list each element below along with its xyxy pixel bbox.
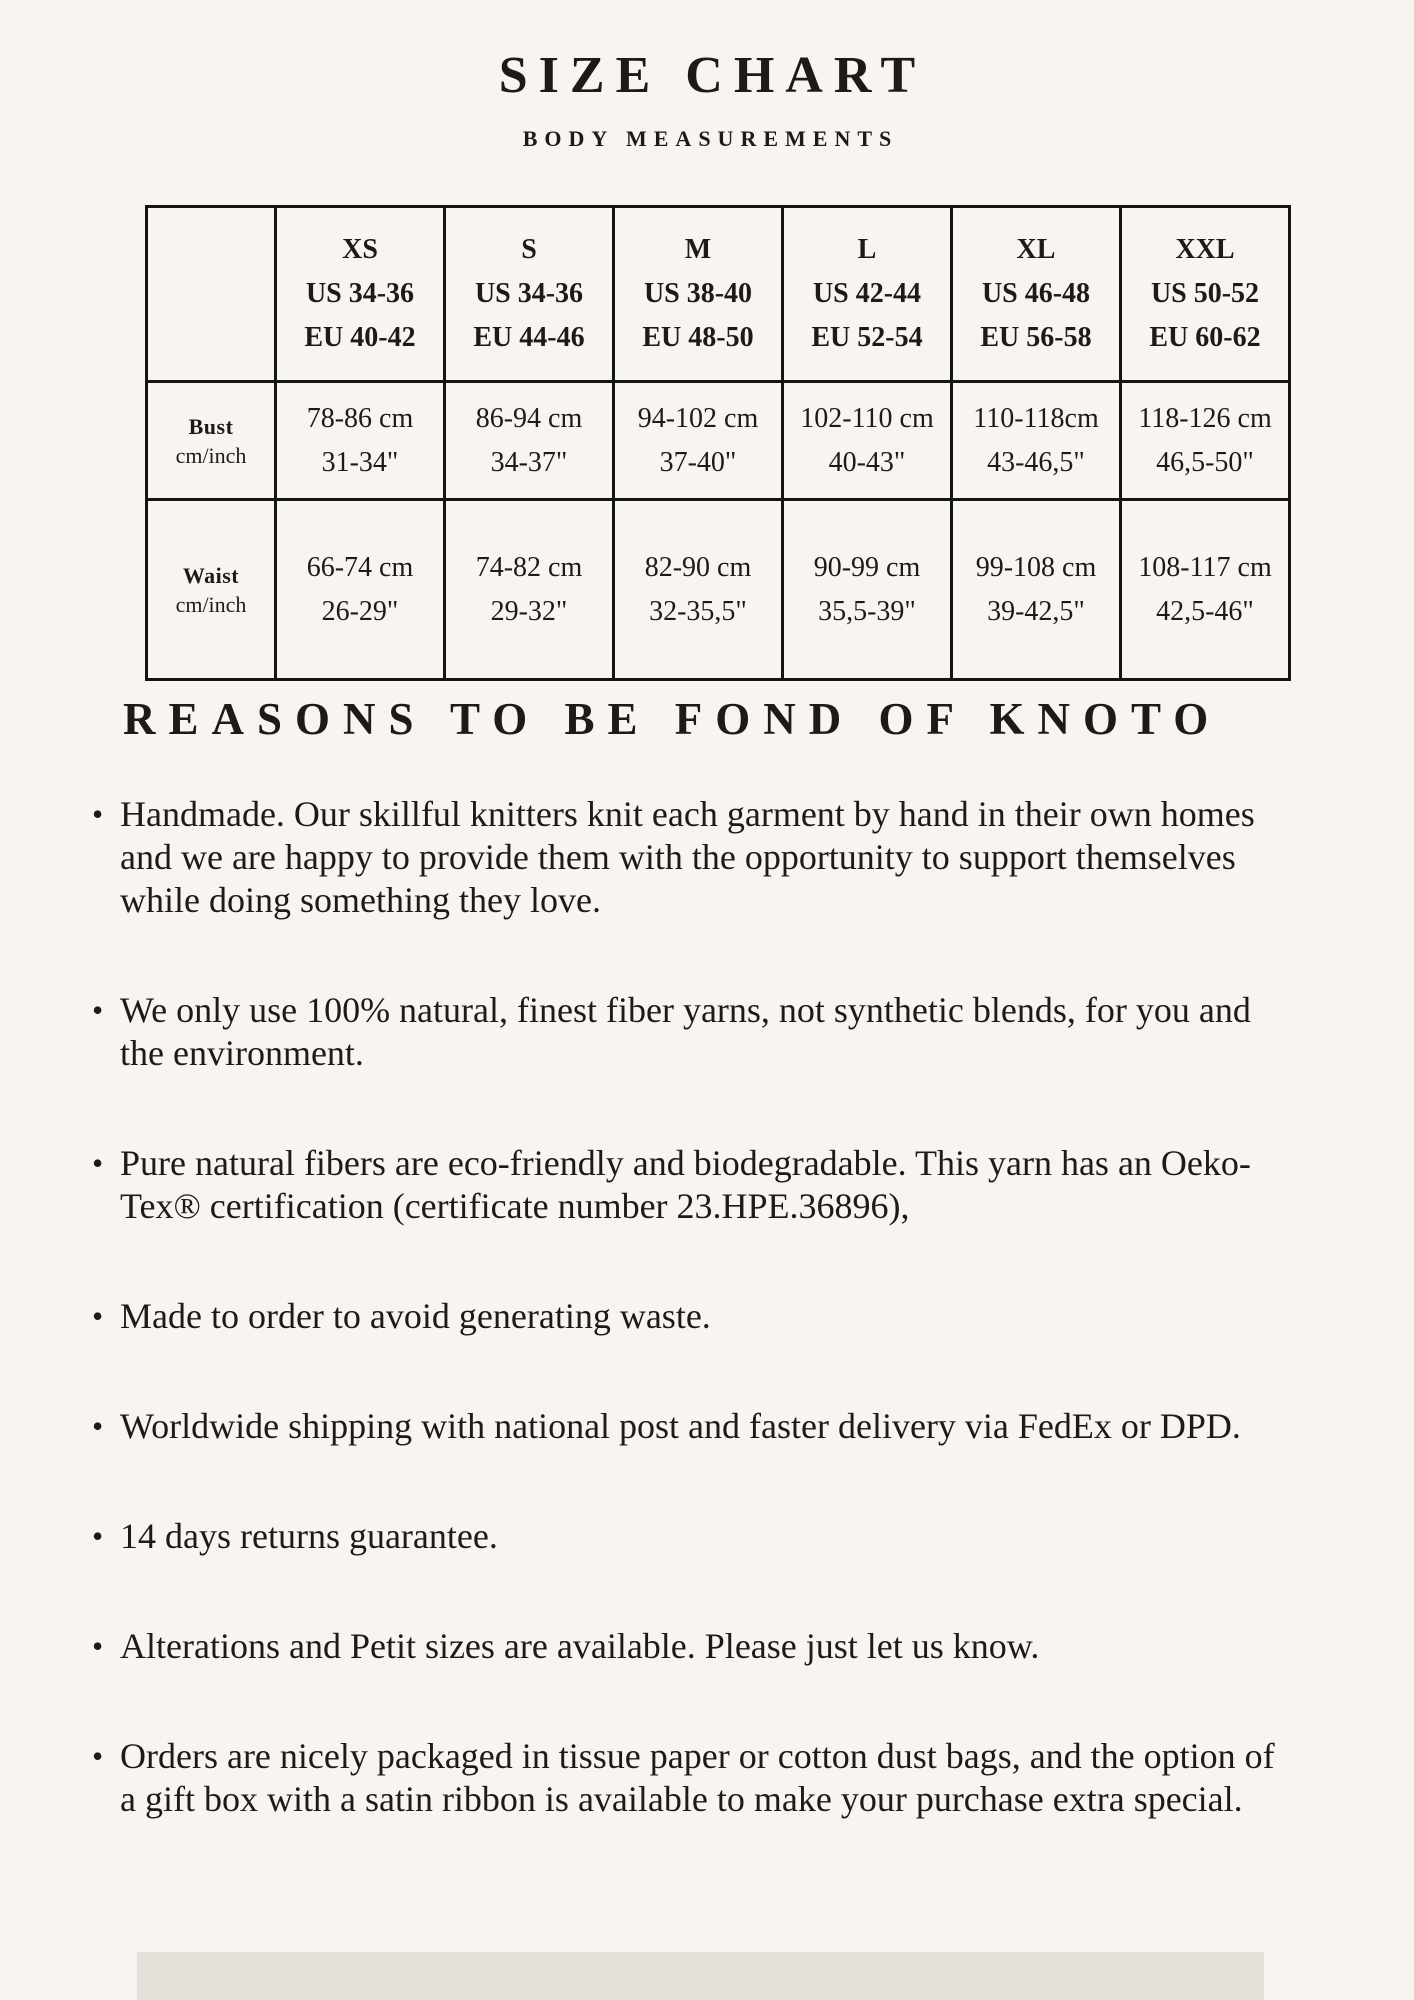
measurement-cell: [614, 500, 783, 680]
size-eu: EU 56-58: [980, 322, 1092, 353]
page-title: SIZE CHART: [498, 47, 927, 104]
size-us: US 46-48: [981, 278, 1091, 309]
value-inch: 34-37": [490, 446, 568, 478]
measurement-cell: [445, 500, 614, 680]
row-unit: cm/inch: [175, 591, 247, 617]
measurement-cell: [783, 382, 952, 500]
row-label: Waist: [182, 562, 240, 588]
size-us: US 38-40: [643, 278, 753, 309]
section-heading: REASONS TO BE FOND OF KNOTO: [123, 694, 1222, 744]
size-name: XXL: [1175, 234, 1235, 265]
list-item-returns: • 14 days returns guarantee.: [120, 1515, 1275, 1558]
size-name: S: [521, 234, 537, 265]
size-eu: EU 44-46: [473, 322, 585, 353]
size-name: M: [684, 234, 712, 265]
size-us: US 34-36: [474, 278, 584, 309]
size-column-header-xs: [276, 207, 445, 382]
list-item-natural-yarns: • We only use 100% natural, finest fiber yarns, not synthetic blends, for you and the environment.: [120, 989, 1275, 1075]
measurement-cell: [952, 500, 1121, 680]
list-item-handmade: • Handmade. Our skillful knitters knit each garment by hand in their own homes and we are happy to provide them with the opportunity to support themselves while doing something they love.: [120, 793, 1275, 922]
value-inch: 32-35,5": [649, 595, 747, 627]
size-eu: EU 60-62: [1149, 322, 1261, 353]
list-item-packaging: • Orders are nicely packaged in tissue paper or cotton dust bags, and the option of a gift box with a satin ribbon is available to make your purchase extra special.: [120, 1735, 1275, 1821]
size-us: US 42-44: [812, 278, 922, 309]
bust-row: [147, 382, 1290, 500]
table-corner-cell: [147, 207, 276, 382]
value-cm: 108-117 cm: [1138, 551, 1272, 583]
size-name: XS: [342, 234, 378, 265]
value-cm: 82-90 cm: [644, 551, 752, 583]
bust-row-label: [147, 382, 276, 500]
value-cm: 118-126 cm: [1138, 402, 1272, 434]
value-cm: 90-99 cm: [813, 551, 921, 583]
size-eu: EU 48-50: [642, 322, 754, 353]
value-cm: 99-108 cm: [975, 551, 1097, 583]
list-item-alterations: • Alterations and Petit sizes are available. Please just let us know.: [120, 1625, 1275, 1668]
value-inch: 42,5-46": [1156, 595, 1254, 627]
value-cm: 94-102 cm: [637, 402, 759, 434]
size-column-header-xl: [952, 207, 1121, 382]
value-cm: 74-82 cm: [475, 551, 583, 583]
value-inch: 37-40": [659, 446, 737, 478]
measurement-cell: [783, 500, 952, 680]
value-inch: 40-43": [828, 446, 906, 478]
value-inch: 35,5-39": [818, 595, 916, 627]
value-inch: 26-29": [321, 595, 399, 627]
size-us: US 50-52: [1150, 278, 1260, 309]
page-subtitle: BODY MEASUREMENTS: [522, 126, 899, 151]
measurement-cell: [445, 382, 614, 500]
size-eu: EU 40-42: [304, 322, 416, 353]
measurement-cell: [276, 500, 445, 680]
waist-row-label: [147, 500, 276, 680]
size-name: L: [857, 234, 877, 265]
list-item-made-to-order: • Made to order to avoid generating waste.: [120, 1295, 1275, 1338]
value-inch: 43-46,5": [987, 446, 1085, 478]
value-cm: 78-86 cm: [306, 402, 414, 434]
size-column-header-l: [783, 207, 952, 382]
table-header-row: [147, 207, 1290, 382]
value-cm: 102-110 cm: [800, 402, 934, 434]
value-cm: 110-118cm: [973, 402, 1099, 434]
measurement-cell: [614, 382, 783, 500]
size-name: XL: [1016, 234, 1056, 265]
measurement-cell: [1121, 500, 1290, 680]
value-cm: 86-94 cm: [475, 402, 583, 434]
footer-image-strip: [137, 1952, 1264, 2000]
list-item-shipping: • Worldwide shipping with national post and faster delivery via FedEx or DPD.: [120, 1405, 1275, 1448]
body-measurements-table: [145, 205, 1291, 681]
list-item-eco-friendly: • Pure natural fibers are eco-friendly and biodegradable. This yarn has an Oeko-Tex® certification (certificate number 23.HPE.36896),: [120, 1142, 1275, 1228]
value-inch: 31-34": [321, 446, 399, 478]
measurement-cell: [952, 382, 1121, 500]
size-column-header-xxl: [1121, 207, 1290, 382]
value-inch: 29-32": [490, 595, 568, 627]
value-cm: 66-74 cm: [306, 551, 414, 583]
size-eu: EU 52-54: [811, 322, 923, 353]
size-us: US 34-36: [305, 278, 415, 309]
measurement-cell: [1121, 382, 1290, 500]
row-unit: cm/inch: [175, 442, 247, 468]
reasons-list: [120, 793, 1275, 1821]
value-inch: 46,5-50": [1156, 446, 1254, 478]
measurement-cell: [276, 382, 445, 500]
row-label: Bust: [188, 413, 234, 439]
size-column-header-s: [445, 207, 614, 382]
value-inch: 39-42,5": [987, 595, 1085, 627]
waist-row: [147, 500, 1290, 680]
size-column-header-m: [614, 207, 783, 382]
